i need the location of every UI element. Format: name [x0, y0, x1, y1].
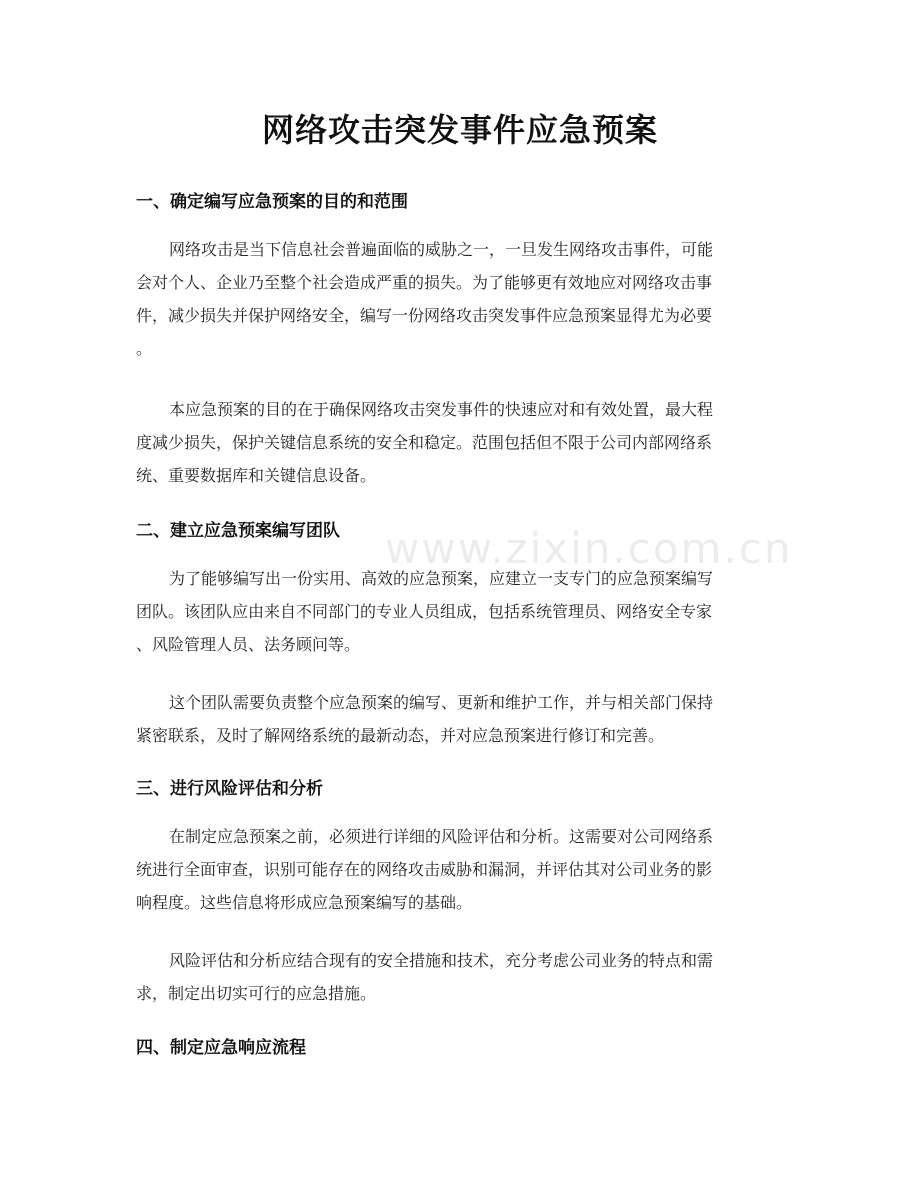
paragraph-line: 网络攻击是当下信息社会普遍面临的威胁之一，一旦发生网络攻击事件，可能 — [169, 240, 714, 259]
paragraph-line: 求，制定出切实可行的应急措施。 — [136, 984, 377, 1003]
paragraph-line: 统进行全面审查，识别可能存在的网络攻击威胁和漏洞，并评估其对公司业务的影 — [136, 860, 713, 879]
section-paragraph — [136, 686, 786, 752]
paragraph-line: 在制定应急预案之前，必须进行详细的风险评估和分析。这需要对公司网络系 — [169, 827, 714, 846]
paragraph-line: 统、重要数据库和关键信息设备。 — [136, 466, 377, 485]
paragraph-line: 团队。该团队应由来自不同部门的专业人员组成，包括系统管理员、网络安全专家 — [136, 602, 713, 621]
paragraph-line: 。 — [136, 339, 153, 358]
section-heading: 四、制定应急响应流程 — [136, 1038, 306, 1058]
paragraph-line: 会对个人、企业乃至整个社会造成严重的损失。为了能够更有效地应对网络攻击事 — [136, 273, 713, 292]
section-paragraph — [136, 944, 786, 1010]
section-heading: 一、确定编写应急预案的目的和范围 — [136, 192, 408, 212]
paragraph-line: 风险评估和分析应结合现有的安全措施和技术，充分考虑公司业务的特点和需 — [169, 951, 714, 970]
section-heading: 二、建立应急预案编写团队 — [136, 521, 340, 541]
paragraph-line: 度减少损失，保护关键信息系统的安全和稳定。范围包括但不限于公司内部网络系 — [136, 433, 713, 452]
paragraph-line: 紧密联系，及时了解网络系统的最新动态，并对应急预案进行修订和完善。 — [136, 726, 665, 745]
section-paragraph — [136, 562, 786, 661]
section-heading: 三、进行风险评估和分析 — [136, 779, 323, 799]
paragraph-line: 、风险管理人员、法务顾问等。 — [136, 635, 361, 654]
document-title: 网络攻击突发事件应急预案 — [261, 111, 658, 149]
section-paragraph — [136, 393, 786, 492]
section-paragraph — [136, 233, 786, 365]
paragraph-line: 为了能够编写出一份实用、高效的应急预案，应建立一支专门的应急预案编写 — [169, 569, 714, 588]
paragraph-line: 响程度。这些信息将形成应急预案编写的基础。 — [136, 893, 473, 912]
paragraph-line: 这个团队需要负责整个应急预案的编写、更新和维护工作，并与相关部门保持 — [169, 693, 714, 712]
paragraph-line: 本应急预案的目的在于确保网络攻击突发事件的快速应对和有效处置，最大程 — [169, 400, 714, 419]
watermark: www.zixin.com.cn — [385, 524, 793, 573]
paragraph-line: 件，减少损失并保护网络安全，编写一份网络攻击突发事件应急预案显得尤为必要 — [136, 306, 713, 325]
section-paragraph — [136, 820, 786, 919]
